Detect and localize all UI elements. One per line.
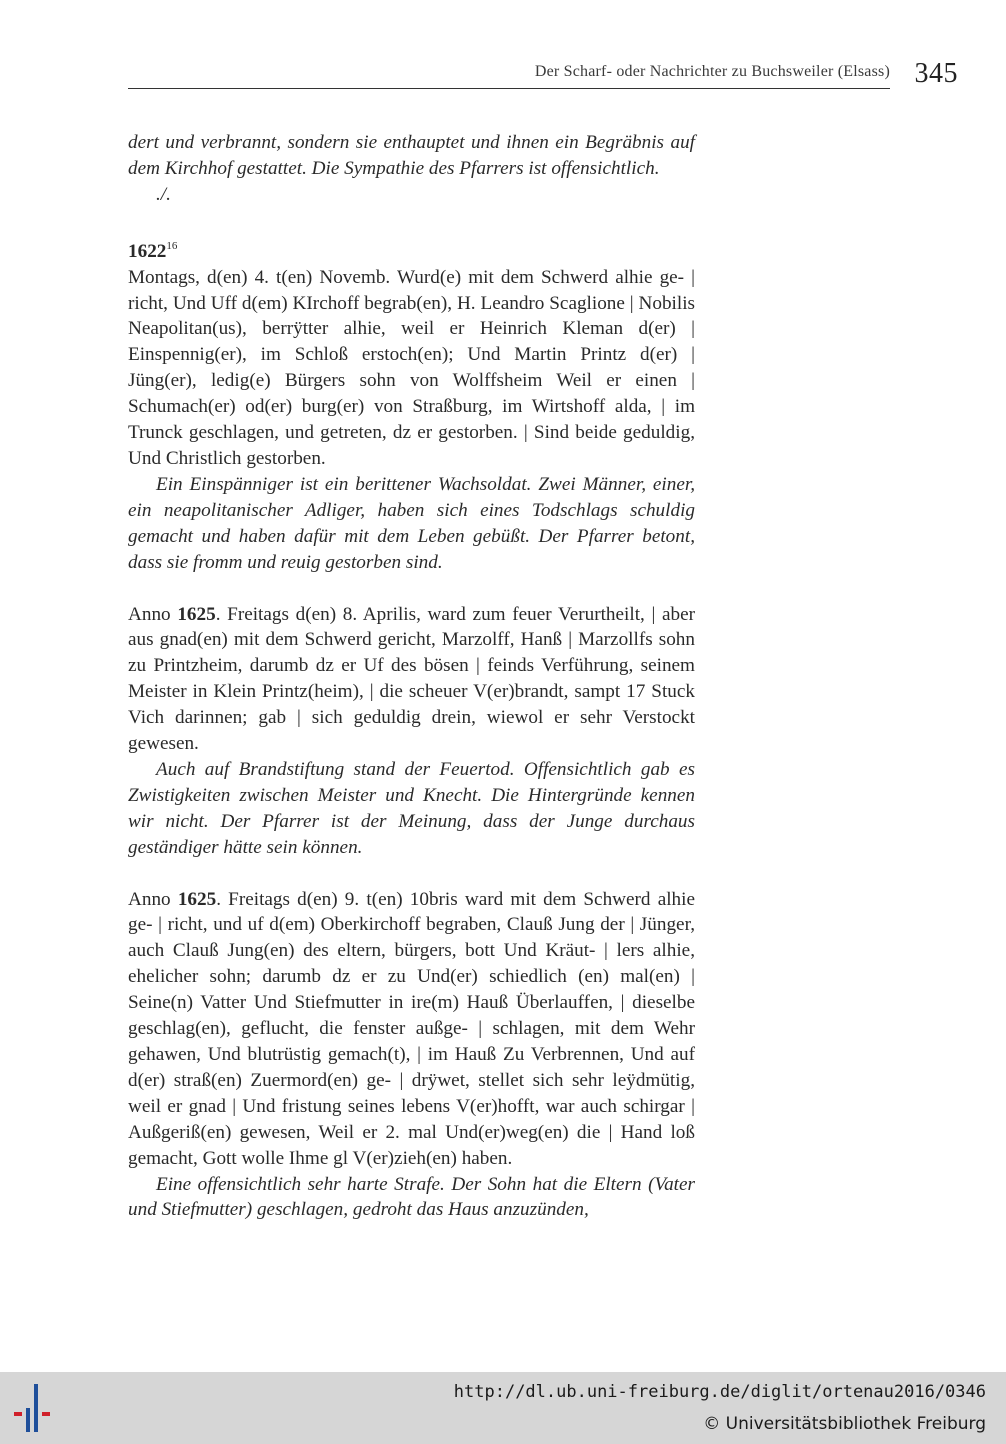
running-header-title: Der Scharf- oder Nachrichter zu Buchsweiler (Elsass) [534,63,890,80]
intro-commentary: dert und verbrannt, sondern sie enthauptet und ihnen ein Begräbnis auf dem Kirchhof gestattet. Die Sympathie des Pfarrers ist offensichtlich. [128,132,695,179]
entry-transcription [128,887,695,1172]
entry-text: . Freitags d(en) 8. Aprilis, ward zum feuer Verurtheilt, | aber aus gnad(en) mit dem Schwerd gericht, Marzolff, Hanß | Marzollfs sohn zu Printzheim, darumb dz er Uf des bösen | feinds Verführung, seinem Meister in Klein Printz(heim), | die scheuer V(er)brandt, sampt 17 Stuck Vich darinnen; gab | sich geduldig drein, wiewol er sehr Verstockt gewesen. [128,603,695,755]
entry-year: 1622 [128,240,167,262]
section-separator: ./. [156,183,171,205]
entry-year: 1625 [177,888,217,910]
ub-freiburg-logo-icon [12,1382,64,1434]
main-text-column [128,130,695,1223]
entry-year: 1625 [177,603,216,625]
spacer [128,861,695,887]
footnote-ref: 16 [166,239,178,252]
anno-label: Anno [128,603,178,625]
entry-text: . Freitags d(en) 9. t(en) 10bris ward mit dem Schwerd alhie ge- | richt, und uf d(em) Oberkirchoff begraben, Clauß Jung der | Jünger, auch Clauß Jung(en) des eltern, bürgers, bott Und Kräut- | lers alhie, ehelicher sohn; darumb dz er zu Und(er) schiedlich (en) mal(en) | Seine(n) Vatter Und Stiefmutter in ire(m) Hauß Überlauffen, | dieselbe geschlag(en), geflucht, die fenster außge- | schlagen, mit dem Wehr gehawen, Und blutrüstig gemach(t), | im Hauß Zu Verbrennen, Und auf d(er) straß(en) Zuermord(en) ge- | drÿwet, stellet sich sehr leÿdmütig, weil er gnad | Und fristung seines lebens V(er)hofft, war auch schirgar | Außgeriß(en) gewesen, Weil er 2. mal Und(er)weg(en) die | Hand loß gemacht, Gott wolle Ihme gl V(er)zieh(en) haben. [128,888,695,1169]
spacer [128,208,695,234]
spacer [128,576,695,602]
copyright-notice: © Universitätsbibliothek Freiburg [703,1414,986,1434]
entry-commentary: Ein Einspänniger ist ein berittener Wachsoldat. Zwei Männer, einer, ein neapolitanischer Adliger, haben sich eines Todschlags schuldig gemacht und haben dafür mit dem Leben gebüßt. Der Pfarrer betont, dass sie fromm und reuig gestorben sind. [128,473,695,573]
anno-label: Anno [128,888,178,910]
entry-transcription [128,602,695,757]
entry-commentary: Eine offensichtlich sehr harte Strafe. Der Sohn hat die Eltern (Vater und Stiefmutter) geschlagen, gedroht das Haus anzuzünden, [128,1173,695,1221]
entry-commentary: Auch auf Brandstiftung stand der Feuertod. Offensichtlich gab es Zwistigkeiten zwischen Meister und Knecht. Die Hintergründe kennen wir nicht. Der Pfarrer ist der Meinung, dass der Junge durchaus geständiger hätte sein können. [128,758,695,858]
entry-transcription: Montags, d(en) 4. t(en) Novemb. Wurd(e) mit dem Schwerd alhie ge- | richt, Und Uff d(em) KIrchoff begrab(en), H. Leandro Scaglione | Nobilis Neapolitan(us), berrÿtter alhie, weil er Heinrich Kleman d(er) | Einspennig(er), im Schloß erstoch(en); Und Martin Printz d(er) | Jüng(er), ledig(e) Bürgers sohn von Wolffsheim Weil er einen | Schumach(er) od(er) burg(er) von Straßburg, im Wirtshoff alda, | im Trunck geschlagen, und getreten, dz er gestorben. | Sind beide geduldig, Und Christlich gestorben. [128,266,695,469]
header-rule [128,88,890,89]
footer-bar [0,1372,1006,1444]
page-number: 345 [914,58,958,89]
entry-year-heading [128,234,695,265]
permalink-url[interactable]: http://dl.ub.uni-freiburg.de/diglit/ortenau2016/0346 [453,1382,986,1402]
